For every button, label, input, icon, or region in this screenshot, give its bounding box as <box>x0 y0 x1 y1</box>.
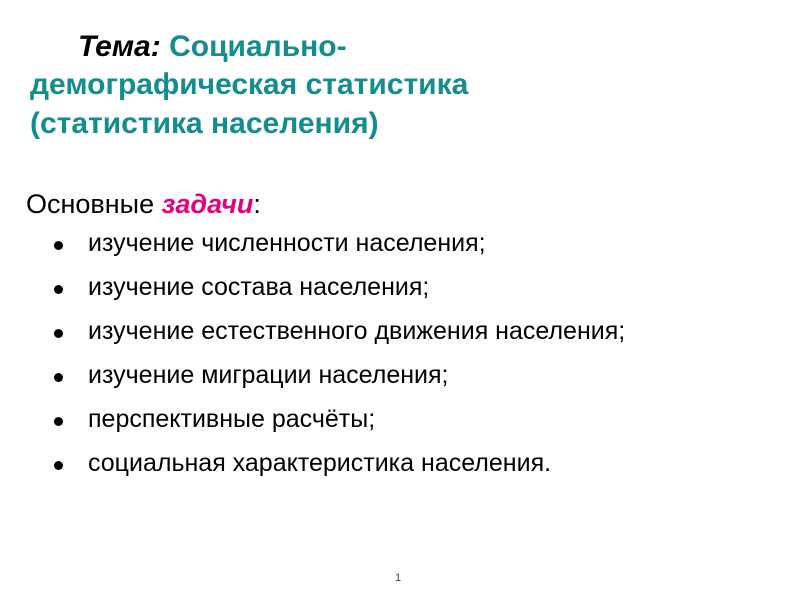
title-prefix: Тема: <box>78 30 161 63</box>
bullet-dot-icon <box>54 373 63 382</box>
bullet-dot-icon <box>54 285 63 294</box>
list-item-label: социальная характеристика населения. <box>88 448 552 477</box>
title-line-1 <box>30 28 770 66</box>
list-item <box>26 316 778 347</box>
list-item <box>26 272 778 303</box>
bullet-dot-icon <box>54 241 63 250</box>
list-item-label: изучение миграции населения; <box>88 360 449 389</box>
list-item <box>26 448 778 479</box>
list-item-label: изучение численности населения; <box>88 228 486 257</box>
list-item-label: изучение состава населения; <box>88 272 430 301</box>
list-item <box>26 404 778 435</box>
title-main: Социально- <box>169 30 347 63</box>
list-item <box>26 360 778 391</box>
slide-body <box>26 188 778 492</box>
page-title <box>30 28 770 143</box>
list-item-label: перспективные расчёты; <box>88 404 376 433</box>
bullet-dot-icon <box>54 329 63 338</box>
lead-emphasis: задачи <box>161 189 254 219</box>
list-item <box>26 228 778 259</box>
bullet-dot-icon <box>54 417 63 426</box>
lead-before: Основные <box>26 189 162 219</box>
title-line-3: (статистика населения) <box>30 106 379 140</box>
lead-text <box>26 188 778 222</box>
page-number: 1 <box>395 572 402 584</box>
bullet-dot-icon <box>54 461 63 470</box>
list-item-label: изучение естественного движения населения; <box>88 316 626 345</box>
lead-after: : <box>253 189 261 219</box>
bullet-list <box>26 228 778 479</box>
title-line-2: демографическая статистика <box>30 68 469 102</box>
